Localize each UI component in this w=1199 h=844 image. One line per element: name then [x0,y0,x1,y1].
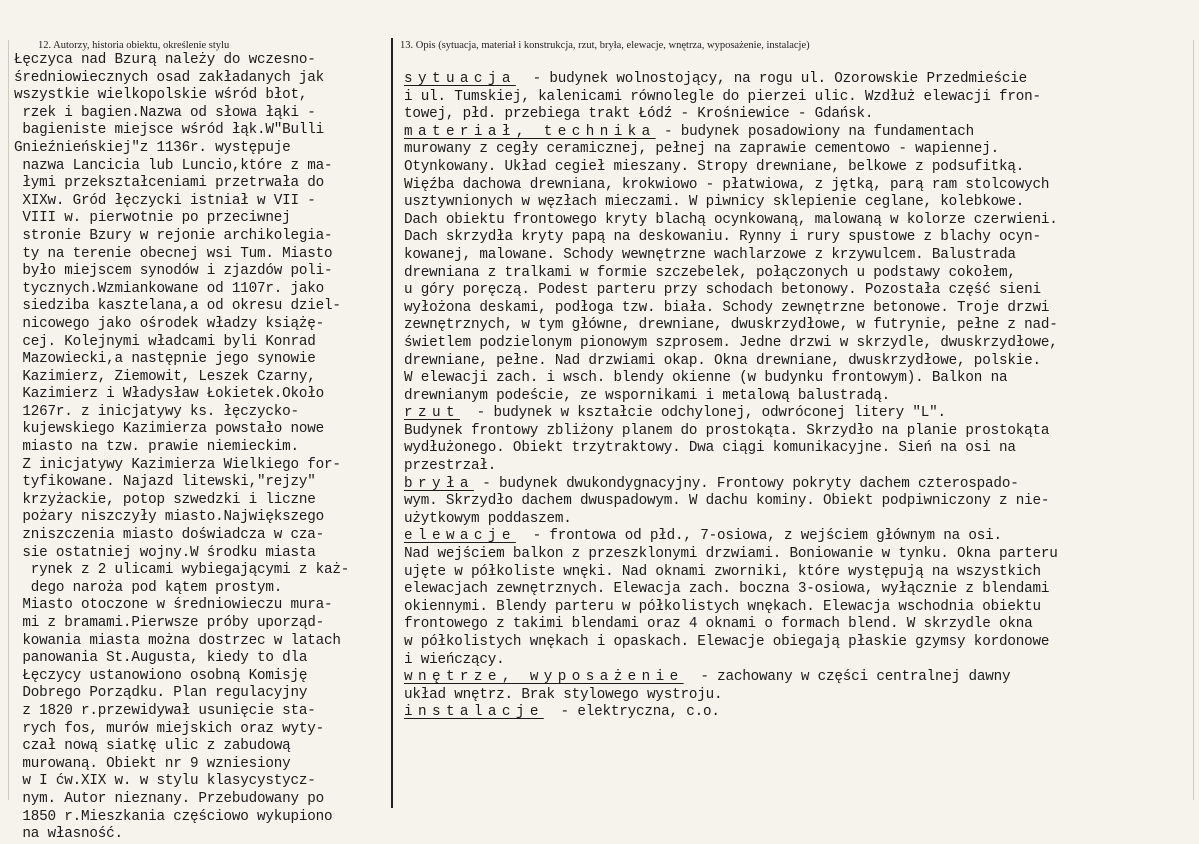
description-line [404,493,1194,511]
history-line: krzyżackie, potop szwedzki i liczne [14,491,316,508]
description-line [404,616,1194,634]
history-line: było miejscem synodów i zjazdów poli- [14,263,333,280]
description-text-segment: i wieńczący. [404,651,505,668]
history-line: nym. Autor nieznany. Przebudowany po [14,790,325,807]
history-line: nazwa Lancicia lub Luncio,które z ma- [14,157,333,174]
history-line: zniszczenia miasto doświadcza w cza- [14,527,325,544]
history-line: tycznych.Wzmiankowane od 1107r. jako [14,280,325,297]
history-line: średniowiecznych osad zakładanych jak [14,69,325,86]
history-line: nicowego jako ośrodek władzy książę- [14,315,325,332]
description-line [404,581,1194,599]
description-text-segment: wydłużonego. Obiekt trzytraktowy. Dwa ciągi komunikacyjne. Sień na osi na [404,440,1016,457]
history-line: panowania St.Augusta, kiedy to dla [14,650,308,667]
description-line [404,141,1194,159]
description-line [404,247,1194,265]
description-line [404,564,1194,582]
description-line [404,704,1194,722]
description-text-segment: - zachowany w części centralnej dawny [683,669,1011,686]
description-text-segment: frontowego z takimi blendami oraz 4 oknami o formach blend. W skrzydle okna [404,616,1033,633]
history-line: z 1820 r.przewidywał usunięcie sta- [14,702,316,719]
history-line: 1267r. z inicjatywy ks. łęczycko- [14,403,299,420]
history-line: w I ćw.XIX w. w stylu klasycystycz- [14,773,316,790]
history-line: Mazowiecki,a następnie jego synowie [14,351,316,368]
description-text-segment: Nad wejściem balkon z przeszklonymi drzwiami. Boniowanie w tynku. Okna parteru [404,546,1058,563]
history-line: kowania miasta można dostrzec w latach [14,632,341,649]
description-text-segment: Budynek frontowy zbliżony planem do prostokąta. Skrzydło na planie prostokąta [404,422,1050,439]
history-text [14,52,390,844]
description-text-segment: - budynek dwukondygnacyjny. Frontowy pokryty dachem czterospado- [473,475,1019,492]
description-line [404,669,1194,687]
description-line [404,687,1194,705]
description-text-segment: przestrzał. [404,458,497,475]
description-text [404,71,1194,722]
description-line [404,89,1194,107]
description-line [404,194,1194,212]
description-text-segment: Więźba dachowa drewniana, krokwiowo - płatwiowa, z jętką, parą ram stolcowych [404,176,1050,193]
heading-description: 13. Opis (sytuacja, materiał i konstrukcja, rzut, bryła, elewacje, wnętrza, wyposażenie, instalacje) [400,40,810,51]
history-line: ty na terenie obecnej wsi Tum. Miasto [14,245,333,262]
description-line [404,229,1194,247]
history-line: na własność. [14,826,123,843]
description-line [404,177,1194,195]
description-line [404,282,1194,300]
description-line [404,388,1194,406]
description-line [404,405,1194,423]
history-line: Łęczycy ustanowiono osobną Komisję [14,667,308,684]
description-line [404,634,1194,652]
history-line: bagieniste miejsce wśród łąk.W"Bulli [14,122,325,139]
description-line [404,124,1194,142]
description-line [404,212,1194,230]
description-text-segment: drewniane, pełne. Nad drzwiami okap. Okna drewniane, dwuskrzydłowe, polskie. [404,352,1041,369]
description-text-segment: - budynek posadowiony na fundamentach [655,123,975,140]
history-line: kujewskiego Kazimierza powstało nowe [14,421,325,438]
history-line: murowaną. Obiekt nr 9 wzniesiony [14,755,291,772]
description-line [404,265,1194,283]
description-text-segment: Dach skrzydła kryty papą na deskowaniu. Rynny i rury spustowe z blachy ocyn- [404,229,1041,246]
section-keyword: sytuacja [404,71,516,87]
history-line: stronie Bzury w rejonie archikolegia- [14,227,333,244]
description-text-segment: towej, płd. przebiega trakt Łódź - Krośniewice - Gdańsk. [404,106,874,123]
description-text-segment: usztywnionych w węzłach mieczami. W piwnicy sklepienie ceglane, kolebkowe. [404,194,1025,211]
description-text-segment: wyłożona deskami, podłoga tzw. biała. Schody zewnętrzne betonowe. Troje drzwi [404,299,1050,316]
history-line: dego naroża pod kątem prostym. [14,579,283,596]
description-line [404,106,1194,124]
history-line: pożary niszczyły miasto.Największego [14,509,325,526]
description-text-segment: użytkowym poddaszem. [404,510,572,527]
description-line [404,476,1194,494]
description-text-segment: drewniana z tralkami w formie szczebelek, połączonych u podstawy cokołem, [404,264,1016,281]
description-text-segment: świetlem podzielonym pionowym szprosem. Jedne drzwi w skrzydle, dwuskrzydłowe, [404,334,1058,351]
history-line: wszystkie wielkopolskie wśród błot, [14,87,308,104]
section-keyword: materiał, technika [404,123,656,140]
description-text-segment: Dach obiektu frontowego kryty blachą ocynkowaną, malowaną w kolorze czerwieni. [404,211,1058,228]
history-line: miasto na tzw. prawie niemieckim. [14,439,299,456]
history-line: sie ostatniej wojny.W środku miasta [14,544,316,561]
section-keyword: bryła [404,475,474,492]
history-line: mi z bramami.Pierwsze próby uporząd- [14,615,325,631]
description-text-segment: u góry poręczą. Podest parteru przy schodach betonowy. Pozostała część sieni [404,282,1041,299]
description-text-segment: i ul. Tumskiej, kalenicami równolegle do pierzei ulic. Wzdłuż elewacji fron- [404,88,1041,105]
history-line: VIII w. pierwotnie po przeciwnej [14,210,291,227]
description-text-segment: zewnętrznych, w tym główne, drewniane, dwuskrzydłowe, w futrynie, pełne z nad- [404,317,1058,334]
description-text-segment: elewacjach zewnętrznych. Elewacja zach. boczna 3-osiowa, wyłącznie z blendami [404,581,1050,598]
description-line [404,511,1194,529]
description-text-segment: kowanej, malowane. Schody wewnętrzne wachlarzowe z krzywulcem. Balustrada [404,246,1016,263]
section-keyword: wnętrze, wyposażenie [404,669,684,686]
description-text-segment: - budynek w kształcie odchylonej, odwróconej litery "L". [459,405,946,422]
description-line [404,370,1194,388]
history-line: rynek z 2 ulicami wybiegającymi z każ- [14,562,350,579]
description-line [404,71,1194,89]
description-text-segment: - elektryczna, c.o. [543,704,720,721]
history-line: Miasto otoczone w średniowieczu mura- [14,597,333,614]
description-text-segment: układ wnętrz. Brak stylowego wystroju. [404,686,723,703]
history-line: 1850 r.Mieszkania częściowo wykupiono [14,808,333,825]
description-line [404,546,1194,564]
section-keyword: instalacje [404,704,544,721]
history-line: Kazimierz, Ziemowit, Leszek Czarny, [14,368,316,385]
description-line [404,528,1194,546]
description-text-segment: ujęte w półkoliste wnęki. Nad oknami zworniki, które występują na wszystkich [404,563,1041,580]
section-keyword: rzut [404,405,460,422]
history-line: łymi przekształceniami przetrwała do [14,175,325,192]
history-line: siedziba kasztelana,a od okresu dziel- [14,298,341,315]
heading-authors-history: 12. Autorzy, historia obiektu, określenie stylu [38,40,230,51]
description-line [404,652,1194,670]
description-line [404,317,1194,335]
description-text-segment: w półkolistych wnękach i opaskach. Elewacje obiegają płaskie gzymsy kordonowe [404,634,1050,650]
description-text-segment: - frontowa od płd., 7-osiowa, z wejściem głównym na osi. [515,528,1002,545]
description-text-segment: Otynkowany. Układ cegieł mieszany. Stropy drewniane, belkowe z podsufitką. [404,158,1025,175]
history-line: cej. Kolejnymi władcami byli Konrad [14,333,316,350]
description-line [404,458,1194,476]
description-line [404,599,1194,617]
description-text-segment: drewnianym podeście, ze wspornikami i metalową balustradą. [404,387,891,404]
description-text-segment: wym. Skrzydło dachem dwuspadowym. W dachu kominy. Obiekt podpiwniczony z nie- [404,493,1050,510]
history-line: tyfikowane. Najazd litewski,"rejzy" [14,474,316,491]
description-text-segment: - budynek wolnostojący, na rogu ul. Ozorowskie Przedmieście [515,71,1027,87]
history-line: Z inicjatywy Kazimierza Wielkiego for- [14,456,341,473]
history-line: Łęczyca nad Bzurą należy do wczesno- [14,52,316,68]
history-line: Gnieźnieńskiej"z 1136r. występuje [14,139,291,156]
history-line: rzek i bagien.Nazwa od słowa łąki - [14,104,316,121]
description-line [404,335,1194,353]
description-line [404,353,1194,371]
history-line: czał nową siatkę ulic z zabudową [14,738,291,755]
history-line: rych fos, murów miejskich oraz wyty- [14,720,325,737]
description-text-segment: murowany z cegły ceramicznej, pełnej na zaprawie cementowo - wapiennej. [404,141,999,158]
description-line [404,300,1194,318]
description-line [404,423,1194,441]
description-text-segment: okiennymi. Blendy parteru w półkolistych wnękach. Elewacja wschodnia obiektu [404,598,1041,615]
history-line: XIXw. Gród łęczycki istniał w VII - [14,192,316,209]
description-line [404,440,1194,458]
description-text-segment: W elewacji zach. i wsch. blendy okienne (w budynku frontowym). Balkon na [404,370,1008,387]
history-line: Kazimierz i Władysław Łokietek.Około [14,386,325,403]
page-edge-left [8,40,9,800]
section-keyword: elewacje [404,528,516,545]
history-line: Dobrego Porządku. Plan regulacyjny [14,685,308,702]
description-line [404,159,1194,177]
column-divider [391,38,393,808]
